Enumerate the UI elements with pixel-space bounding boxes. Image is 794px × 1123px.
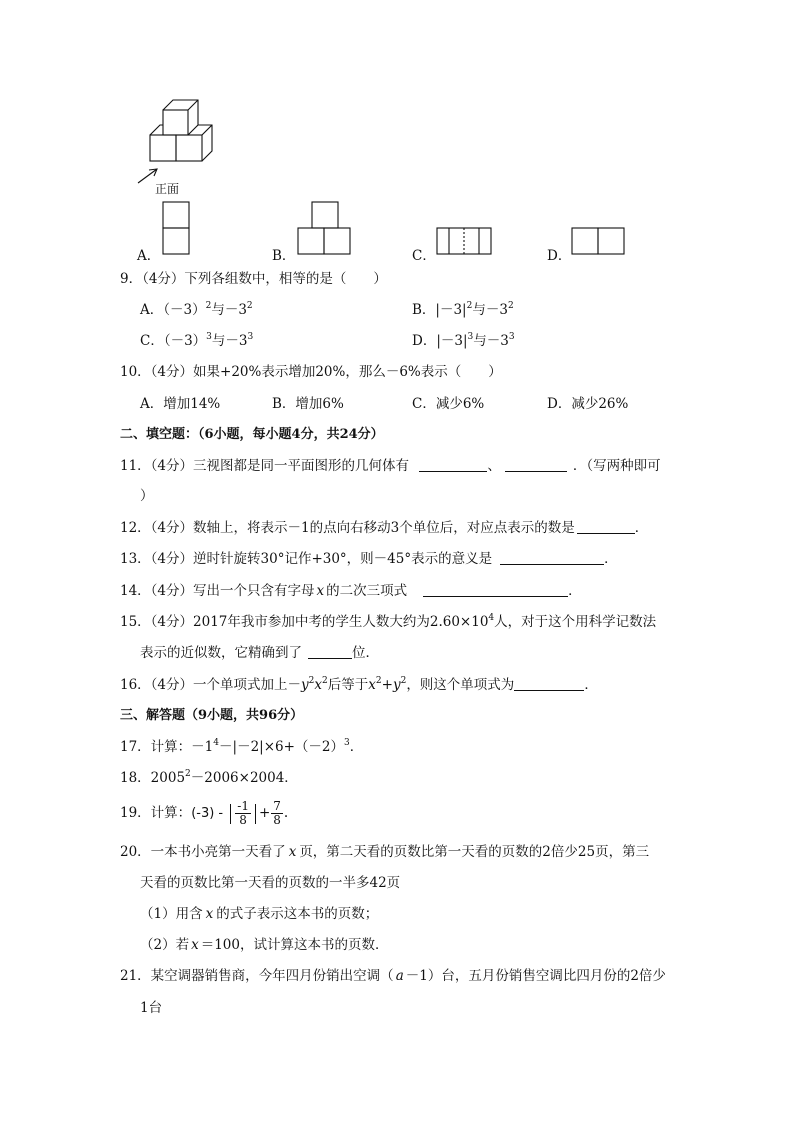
q20-line1: 20．一本书小亮第一天看了 x 页，第二天看的页数比第一天看的页数的2倍少25页，第三 — [120, 844, 650, 860]
q11-blank-2[interactable] — [505, 459, 567, 472]
option-a-label: A． — [137, 248, 161, 264]
option-c-view — [435, 226, 495, 258]
q11-line2: ） — [140, 488, 154, 504]
option-b-label: B． — [272, 248, 296, 264]
q9-option-a: A．$(-3)^2$与$-3^2$ — [140, 301, 253, 318]
q13: 13．（4分）逆时针旋转30°记作+30°，则－45°表示的意义是 ． — [120, 551, 618, 567]
q9-option-c: C．$(-3)^3$与$-3^3$ — [140, 332, 254, 349]
q10-option-d: D．减少26% — [547, 396, 629, 412]
section-3-heading: 三、解答题（9小题，共96分） — [120, 708, 304, 723]
q14-blank[interactable] — [423, 584, 568, 597]
q15: 15．（4分）2017年我市参加中考的学生人数大约为$2.60\times 10^4$人，对于这个用科学记数法 — [120, 613, 657, 630]
q21-line1: 21．某空调器销售商，今年四月份销出空调（ a －1）台，五月份销售空调比四月份的2倍少 — [120, 968, 666, 984]
q19-fraction-1: $\frac{-1}{8}$ — [237, 799, 249, 827]
q10-option-a: A．增加14% — [140, 396, 221, 412]
q9-option-d: D．$|-3|^3$与$-3^3$ — [412, 332, 515, 349]
q19: 19．计算：(-3) - $\frac{-1}{8}$ + $\frac{7}{8}$ . — [120, 799, 289, 827]
q10-stem: 10．（4分）如果+20%表示增加20%，那么－6%表示（ ） — [120, 364, 502, 380]
q13-blank[interactable] — [500, 552, 604, 565]
q20-line2: 天看的页数比第一天看的页数的一半多42页 — [140, 875, 401, 891]
q12: 12．（4分）数轴上，将表示－1的点向右移动3个单位后，对应点表示的数是 ． — [120, 520, 649, 536]
q11-blank-1[interactable] — [419, 459, 487, 472]
q17: 17．计算：$-1^4-|-2|\times 6+(-2)^3$． — [120, 738, 364, 755]
option-d-view — [570, 226, 628, 258]
q15-blank[interactable] — [308, 646, 352, 659]
q16-blank[interactable] — [514, 678, 584, 691]
q20-sub2: （2）若 x ＝100，试计算这本书的页数． — [140, 937, 389, 953]
section-2-heading: 二、填空题：（6小题，每小题4分，共24分） — [120, 427, 384, 442]
q16: 16．（4分）一个单项式加上$-y^2x^2$后等于$x^2+y^2$，则这个单项式为 ． — [120, 676, 598, 693]
option-b-view — [296, 200, 354, 258]
front-label: 正面 — [155, 182, 180, 196]
q10-option-b: B．增加6% — [272, 396, 344, 412]
q11: 11．（4分）三视图都是同一平面图形的几何体有 、 ．（写两种即可 — [120, 458, 661, 474]
q19-fraction-2: $\frac{7}{8}$ — [273, 799, 281, 827]
q21-line2: 1台 — [140, 1000, 163, 1016]
q9-option-b: B．$|-3|^2$与$-3^2$ — [412, 301, 514, 318]
option-a-view — [162, 200, 192, 258]
q20-sub1: （1）用含 x 的式子表示这本书的页数； — [140, 906, 379, 922]
q9-stem: 9．（4分）下列各组数中，相等的是（ ） — [120, 271, 387, 287]
q10-option-c: C．减少6% — [412, 396, 485, 412]
option-d-label: D． — [547, 248, 572, 264]
cube-stack-figure — [135, 95, 225, 200]
q15-line2: 表示的近似数，它精确到了 位． — [140, 645, 379, 661]
q12-blank[interactable] — [577, 521, 635, 534]
q18: 18．$2005^2-2006\times 2004$． — [120, 769, 298, 786]
q14: 14．（4分）写出一个只含有字母 x 的二次三项式 ． — [120, 583, 582, 599]
option-c-label: C． — [412, 248, 436, 264]
